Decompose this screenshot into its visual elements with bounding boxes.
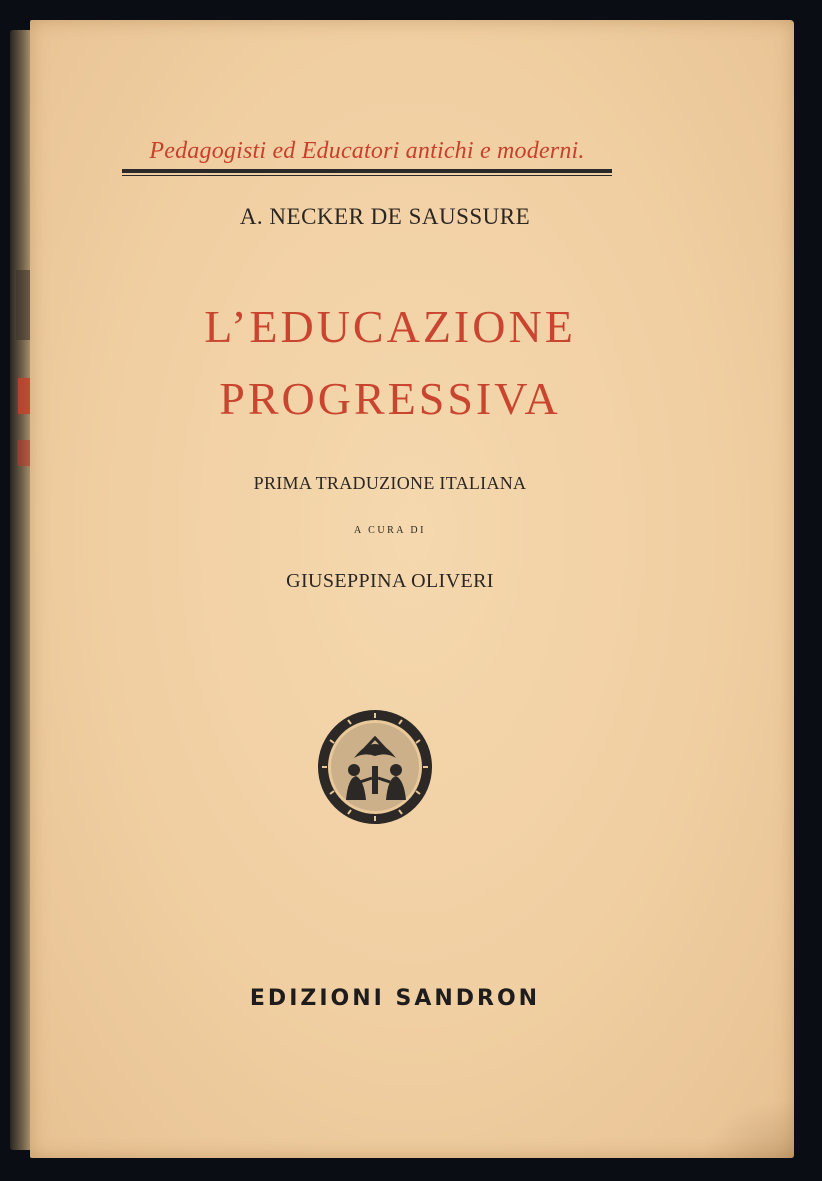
author-name: A. NECKER DE SAUSSURE <box>239 204 531 229</box>
book-title-line-2: PROGRESSIVA <box>219 373 561 424</box>
series-rule-thick <box>122 169 612 173</box>
series-title: Pedagogisti ed Educatori antichi e moderni. <box>149 138 585 164</box>
subtitle: PRIMA TRADUZIONE ITALIANA <box>253 473 527 493</box>
publisher-seal-icon <box>316 708 434 826</box>
front-cover <box>30 20 794 1158</box>
series-rule-thin <box>122 175 612 176</box>
publisher-name: EDIZIONI SANDRON <box>249 986 541 1011</box>
spine-mark <box>18 440 30 466</box>
book-title-line-1: L’EDUCAZIONE <box>204 301 576 352</box>
a-cura-di-label: A CURA DI <box>354 525 426 536</box>
paper-wear <box>704 1098 794 1158</box>
editor-name: GIUSEPPINA OLIVERI <box>286 570 494 592</box>
spine-mark <box>16 270 30 340</box>
